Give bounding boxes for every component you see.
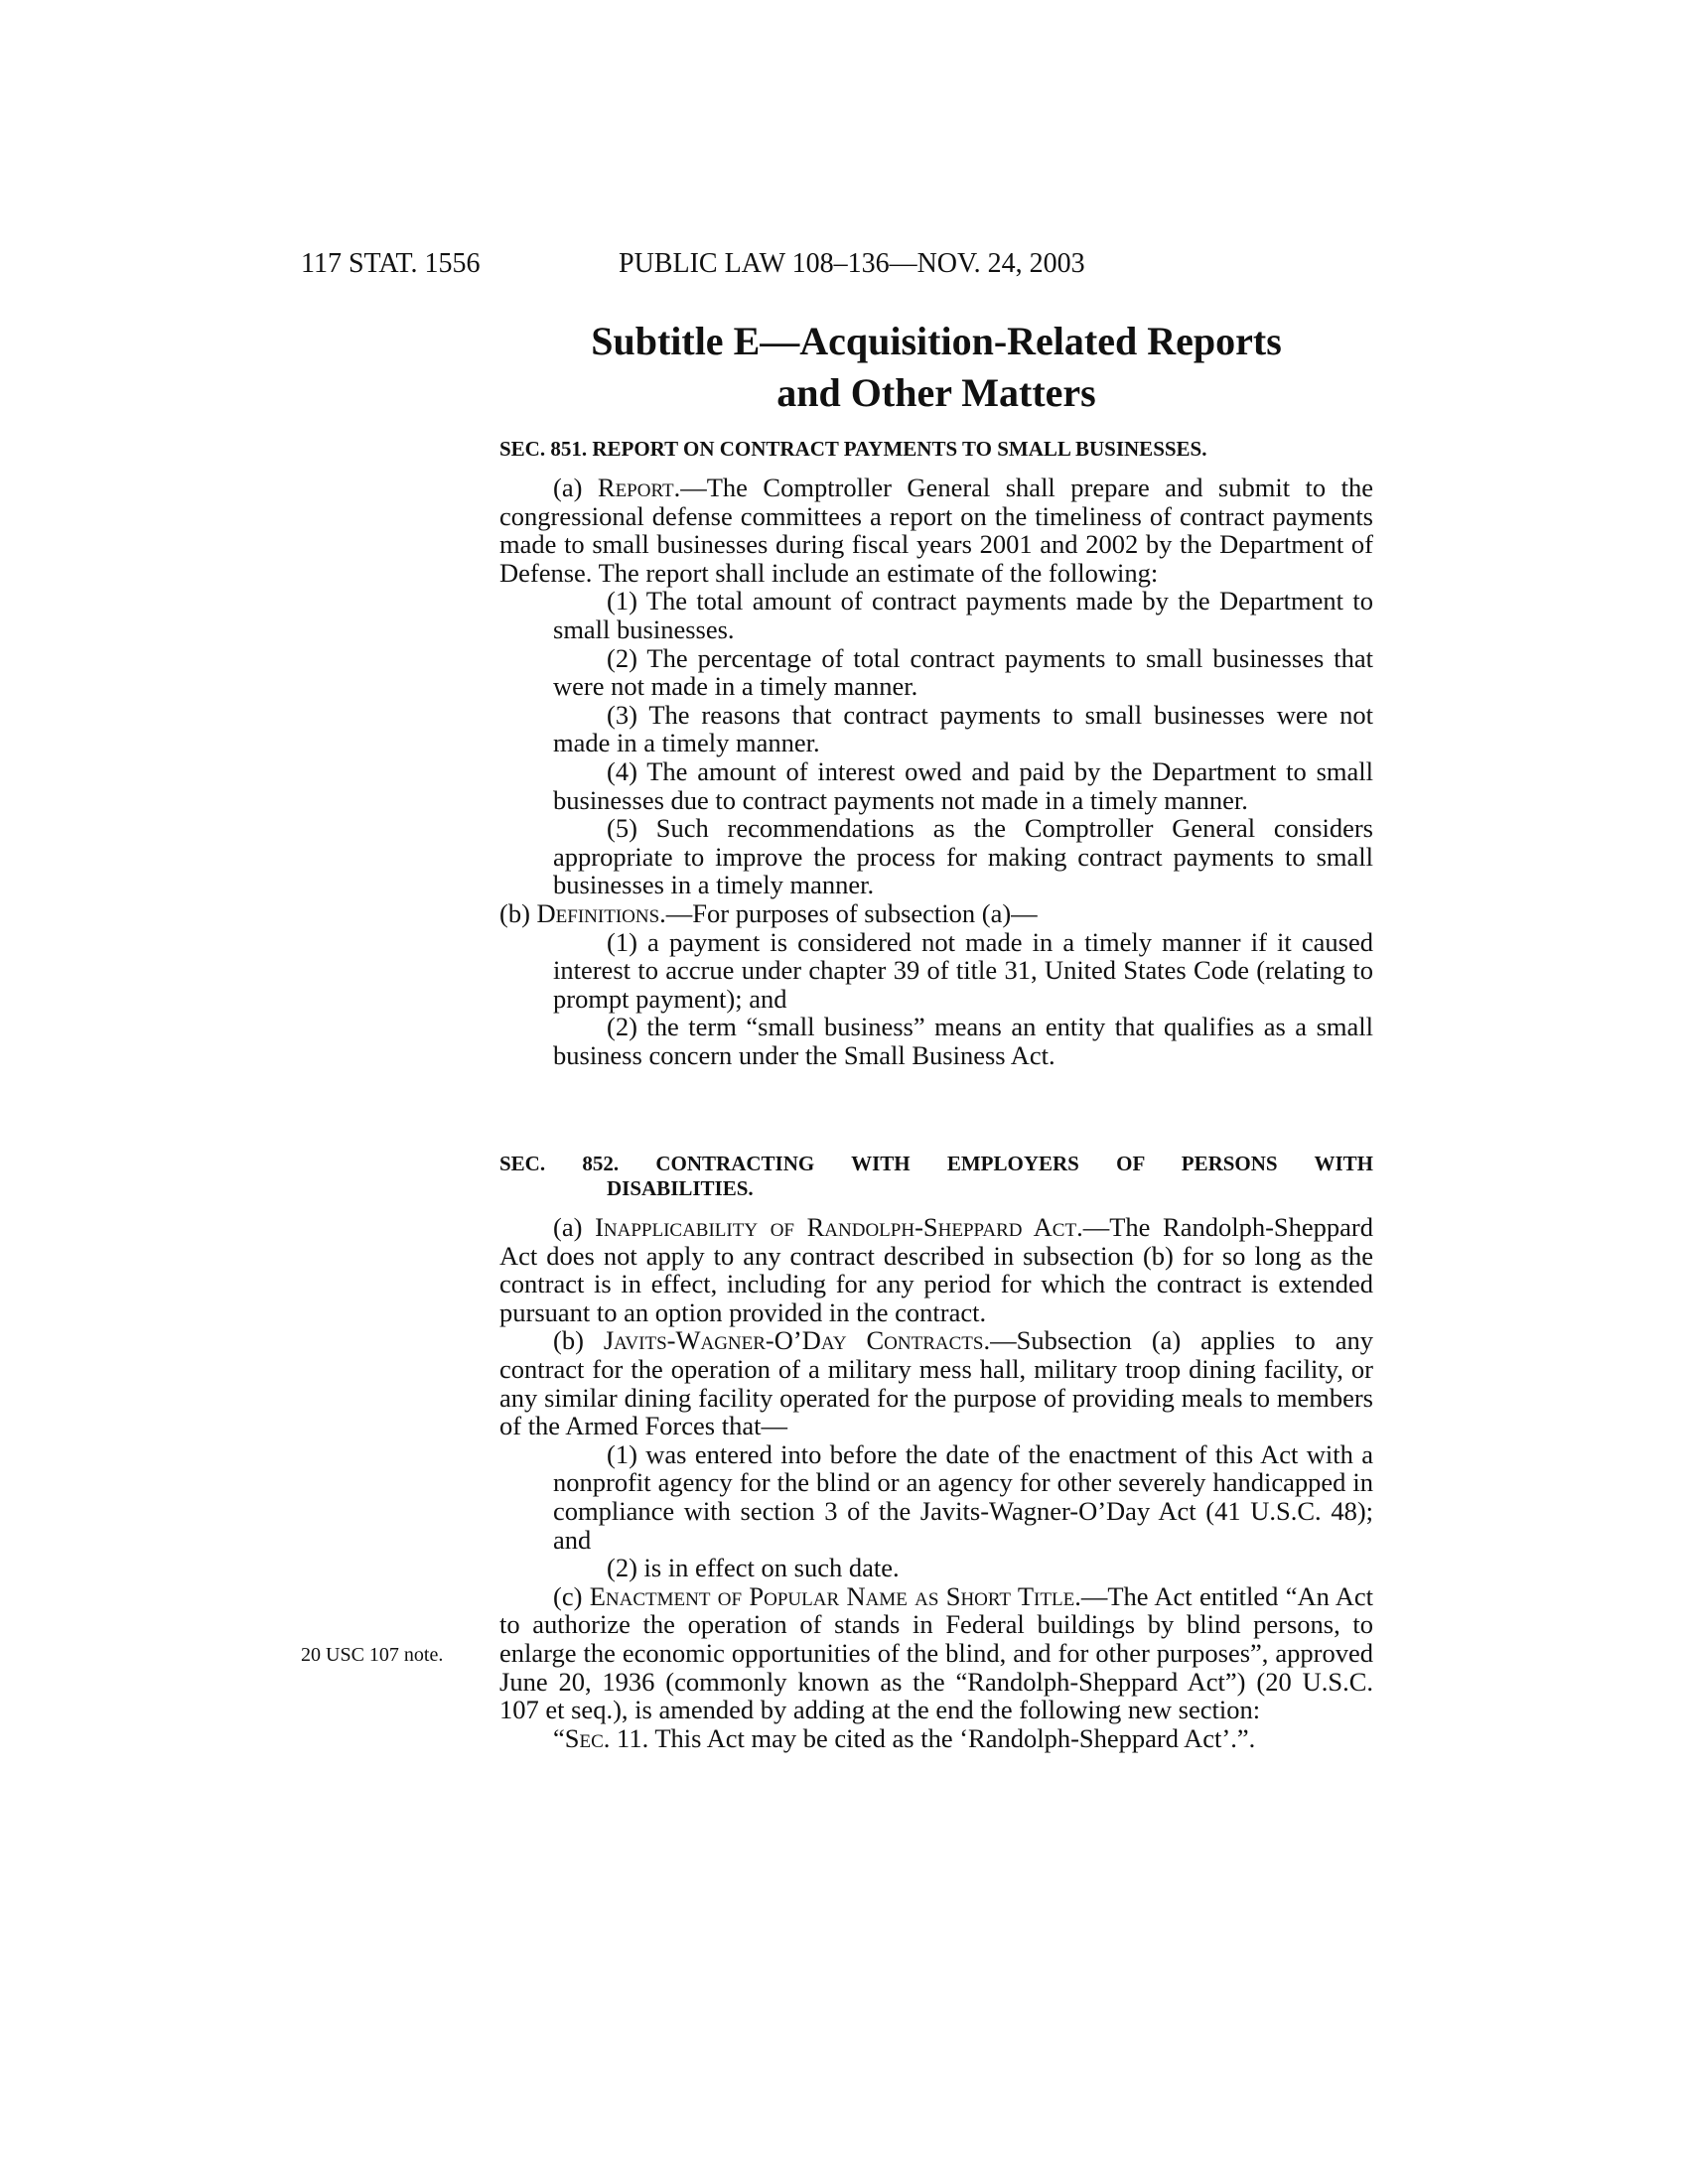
section-851-item-5: (5) Such recommendations as the Comptroller General considers appropriate to improve the process for making contract payments to small businesses in a timely manner. xyxy=(553,813,1373,900)
section-851-subsection-b xyxy=(499,899,1373,928)
margin-note-usc: 20 USC 107 note. xyxy=(301,1644,444,1666)
subsection-a-text: .—The Comptroller General shall prepare and submit to the congressional defense committees a report on the timeliness of contract payments made to small businesses during fiscal years 2001 and 2002 by the Department of Defense. The report shall include an estimate of the following: xyxy=(499,473,1373,588)
stat-reference: 117 STAT. 1556 xyxy=(301,248,481,279)
section-852-quoted-section xyxy=(499,1724,1373,1753)
subsection-c-label: (c) xyxy=(553,1580,590,1611)
section-851-item-1: (1) The total amount of contract payments made by the Department to small businesses. xyxy=(553,586,1373,644)
subsection-a-label: (a) xyxy=(553,473,598,502)
section-851-subsection-a xyxy=(499,474,1373,587)
section-851-item-2: (2) The percentage of total contract payments to small businesses that were not made in a timely manner. xyxy=(553,642,1373,702)
section-852-item-2: (2) is in effect on such date. xyxy=(607,1553,900,1583)
quote-open: “ xyxy=(553,1722,565,1753)
section-851-definition-1: (1) a payment is considered not made in a timely manner if it caused interest to accrue under chapter 39 of title 31, United States Code (relating to prompt payment); and xyxy=(553,926,1373,1014)
subtitle-heading xyxy=(499,316,1373,419)
section-851-definition-2: (2) the term “small business” means an entity that qualifies as a small business concern under the Small Business Act. xyxy=(553,1012,1373,1070)
section-852-heading-continuation xyxy=(499,1176,1373,1201)
section-851 xyxy=(499,437,1373,1069)
subsection-b-text: .—Subsection (a) applies to any contract for the operation of a military mess hall, military troop dining facility, or any similar dining facility operated for the purpose of providing meals to members of the Armed Forces that— xyxy=(499,1325,1374,1441)
section-852-subsection-a xyxy=(499,1213,1373,1326)
section-852-subsection-c xyxy=(499,1582,1373,1724)
quote-text: . 11. This Act may be cited as the ‘Randolph-Sheppard Act’.”. xyxy=(603,1722,1256,1753)
section-852-heading xyxy=(499,1152,1373,1176)
subsection-b-label: (b) xyxy=(553,1325,604,1356)
quote-section-caps: Sec xyxy=(564,1722,604,1753)
section-852-heading-line-1: SEC. 852. CONTRACTING WITH EMPLOYERS OF PERSONS WITH xyxy=(499,1152,1373,1175)
subsection-c-caption: Enactment of Popular Name as Short Title xyxy=(589,1580,1075,1611)
section-852-heading-line-2: DISABILITIES. xyxy=(607,1176,754,1200)
subsection-b-label: (b) xyxy=(499,897,537,928)
subtitle-line-1: Subtitle E—Acquisition-Related Reports xyxy=(591,319,1282,363)
subsection-b-text: .—For purposes of subsection (a)— xyxy=(659,897,1038,928)
subsection-a-text: .—The Randolph-Sheppard Act does not apply to any contract described in subsection (b) for so long as the contract is in effect, including for any period for which the contract is extended pursuant to an option provided in the contract. xyxy=(499,1212,1373,1327)
section-851-item-4: (4) The amount of interest owed and paid by the Department to small businesses due to contract payments not made in a timely manner. xyxy=(553,755,1373,815)
subsection-a-caption: Report xyxy=(597,473,674,502)
section-852-subsection-b xyxy=(499,1326,1373,1439)
subsection-a-caption: Inapplicability of Randolph-Sheppard Act xyxy=(595,1212,1077,1242)
section-851-heading: SEC. 851. REPORT ON CONTRACT PAYMENTS TO SMALL BUSINESSES. xyxy=(499,437,1207,461)
public-law-reference: PUBLIC LAW 108–136—NOV. 24, 2003 xyxy=(619,248,1085,279)
section-852-item-1: (1) was entered into before the date of the enactment of this Act with a nonprofit agency for the blind or an agency for other severely handicapped in compliance with section 3 of the Javits-Wagner-O’Day Act (41 U.S.C. 48); and xyxy=(553,1438,1373,1555)
subsection-b-caption: Definitions xyxy=(536,897,660,928)
section-851-item-3: (3) The reasons that contract payments to small businesses were not made in a timely manner. xyxy=(553,699,1373,758)
section-852 xyxy=(499,1152,1373,1752)
page-header xyxy=(301,248,1214,288)
subsection-a-label: (a) xyxy=(553,1212,596,1242)
subtitle-line-2: and Other Matters xyxy=(776,370,1096,415)
subsection-c-text: .—The Act entitled “An Act to authorize the operation of stands in Federal buildings by blind persons, to enlarge the economic opportunities of the blind, and for other purposes”, approved June 20, 1936 (commonly known as the “Randolph-Sheppard Act”) (20 U.S.C. 107 et seq.), is amended by adding at the end the following new section: xyxy=(499,1580,1373,1725)
subsection-b-caption: Javits-Wagner-O’Day Contracts xyxy=(603,1325,984,1356)
